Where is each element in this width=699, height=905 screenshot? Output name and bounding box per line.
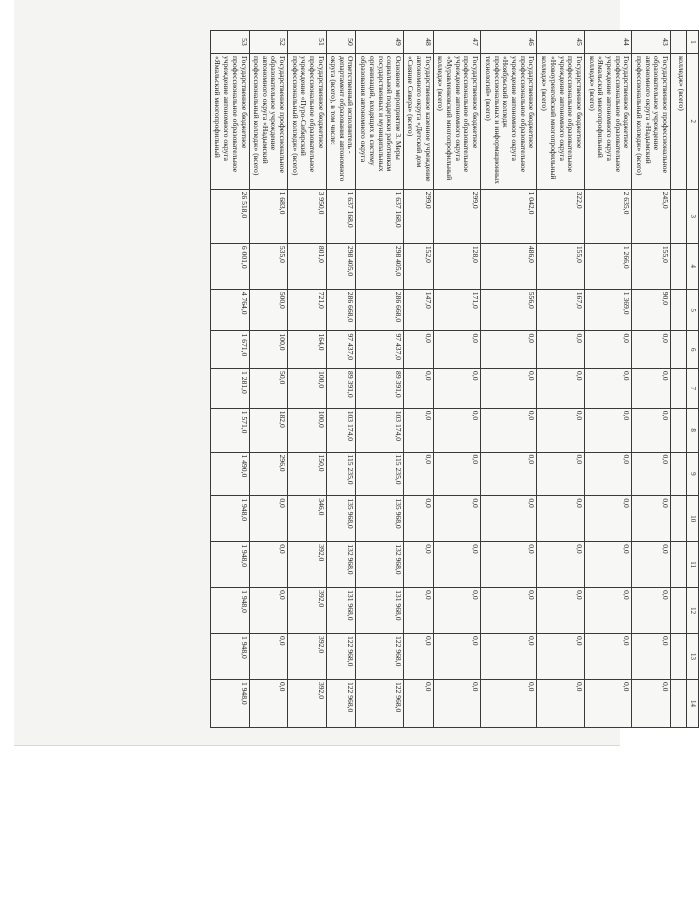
value-cell: 6 001,0 [211,243,250,289]
table-row [632,31,671,728]
value-cell: 150,0 [288,452,327,496]
value-cell: 0,0 [433,634,480,680]
rotated-table-wrapper [210,30,699,728]
value-cell: 0,0 [249,542,288,588]
value-cell: 298 405,0 [356,243,403,289]
value-cell: 0,0 [403,408,433,452]
value-cell: 0,0 [403,634,433,680]
value-cell: 132 968,0 [356,542,403,588]
value-cell: 392,0 [288,588,327,634]
value-cell: 128,0 [433,243,480,289]
value-cell: 167,0 [537,289,584,331]
row-name: Государственное бюджетное профессиональное образовательное учреждение автономного округа «Муравленковский многопрофильный колледж» (всего) [433,53,480,189]
value-cell: 0,0 [433,679,480,727]
header-row [687,31,699,728]
value-cell: 122 968,0 [326,634,356,680]
value-cell: 90,0 [632,289,671,331]
value-cell: 0,0 [481,679,537,727]
empty-cell [671,542,687,588]
value-cell: 0,0 [481,452,537,496]
column-header: 1 [687,31,699,54]
value-cell: 0,0 [632,588,671,634]
value-cell: 1 042,0 [481,189,537,243]
table-row [403,31,433,728]
value-cell: 147,0 [403,289,433,331]
column-header: 11 [687,542,699,588]
row-index: 49 [356,31,403,54]
value-cell: 0,0 [403,369,433,409]
value-cell: 346,0 [288,496,327,542]
row-name: Государственное бюджетное профессиональное образовательное учреждение автономного округа «Ямальский многопрофильный колледж» (всего) [584,53,631,189]
value-cell: 0,0 [433,496,480,542]
value-cell: 122 968,0 [356,634,403,680]
empty-cell [671,452,687,496]
value-cell: 122 968,0 [326,679,356,727]
row-name: Государственное бюджетное профессиональное образовательное учреждение автономного округа «Ямальский многопрофильный [211,53,250,189]
value-cell: 245,0 [632,189,671,243]
row-index [671,31,687,54]
value-cell: 164,0 [288,331,327,369]
row-index: 51 [288,31,327,54]
value-cell: 322,0 [537,189,584,243]
value-cell: 1 266,0 [584,243,631,289]
value-cell: 0,0 [403,542,433,588]
table-row [249,31,288,728]
value-cell: 0,0 [433,331,480,369]
row-name: Основное мероприятие 3. Меры социальной поддержки работникам государственных и муниципальных организаций, входящих в систему образования автономного округа [356,53,403,189]
column-header: 4 [687,243,699,289]
value-cell: 1 637 168,0 [326,189,356,243]
value-cell: 0,0 [481,542,537,588]
value-cell: 0,0 [584,331,631,369]
value-cell: 4 764,0 [211,289,250,331]
value-cell: 0,0 [433,542,480,588]
column-header: 13 [687,634,699,680]
value-cell: 299,0 [403,189,433,243]
row-name: Государственное казенное учреждение автономного округа «Детский дом «Сияние Севера» (всего) [403,53,433,189]
value-cell: 0,0 [537,588,584,634]
table-row [356,31,403,728]
empty-cell [671,289,687,331]
row-name: Государственное бюджетное профессиональное образовательное учреждение автономного округа «Ноябрьский колледж профессиональных и информационных технологий» (всего) [481,53,537,189]
value-cell: 0,0 [433,452,480,496]
value-cell: 0,0 [584,369,631,409]
budget-table [210,30,699,728]
value-cell: 100,0 [249,331,288,369]
value-cell: 0,0 [632,542,671,588]
value-cell: 0,0 [584,634,631,680]
row-index: 48 [403,31,433,54]
value-cell: 535,0 [249,243,288,289]
value-cell: 135 968,0 [356,496,403,542]
value-cell: 0,0 [481,496,537,542]
value-cell: 299,0 [433,189,480,243]
value-cell: 0,0 [537,634,584,680]
value-cell: 131 968,0 [356,588,403,634]
table-row [584,31,631,728]
table-row [433,31,480,728]
value-cell: 0,0 [537,369,584,409]
table-row [288,31,327,728]
value-cell: 500,0 [249,289,288,331]
value-cell: 97 437,0 [326,331,356,369]
value-cell: 152,0 [403,243,433,289]
value-cell: 392,0 [288,542,327,588]
empty-cell [671,588,687,634]
value-cell: 0,0 [481,634,537,680]
column-header: 2 [687,53,699,189]
value-cell: 0,0 [481,588,537,634]
row-index: 47 [433,31,480,54]
value-cell: 115 235,0 [326,452,356,496]
value-cell: 286 668,0 [326,289,356,331]
value-cell: 103 174,0 [356,408,403,452]
value-cell: 0,0 [632,496,671,542]
row-index: 45 [537,31,584,54]
value-cell: 0,0 [584,588,631,634]
row-index: 46 [481,31,537,54]
value-cell: 0,0 [433,588,480,634]
value-cell: 50,0 [249,369,288,409]
row-index: 44 [584,31,631,54]
value-cell: 392,0 [288,679,327,727]
empty-cell [671,243,687,289]
value-cell: 0,0 [403,496,433,542]
value-cell: 1 637 168,0 [356,189,403,243]
row-name: Государственное профессиональное образовательное учреждение автономного округа «Надымский профессиональный колледж» (всего) [632,53,671,189]
value-cell: 1 948,0 [211,542,250,588]
value-cell: 1 683,0 [249,189,288,243]
value-cell: 0,0 [433,408,480,452]
value-cell: 182,0 [249,408,288,452]
value-cell: 801,0 [288,243,327,289]
column-header: 6 [687,331,699,369]
value-cell: 3 950,0 [288,189,327,243]
column-header: 3 [687,189,699,243]
row-name: Государственное профессиональное образовательное учреждение автономного округа «Надымский профессиональный колледж» (всего) [249,53,288,189]
table-row [326,31,356,728]
row-name: Государственное бюджетное профессиональное образовательное учреждение автономного округа «Новоуренгойский многопрофильный колледж» (всего) [537,53,584,189]
value-cell: 721,0 [288,289,327,331]
value-cell: 0,0 [537,331,584,369]
value-cell: 1 490,0 [211,452,250,496]
empty-cell [671,634,687,680]
value-cell: 0,0 [632,408,671,452]
row-index: 50 [326,31,356,54]
value-cell: 0,0 [537,408,584,452]
value-cell: 298 405,0 [326,243,356,289]
value-cell: 0,0 [632,331,671,369]
value-cell: 486,0 [481,243,537,289]
value-cell: 171,0 [433,289,480,331]
continued-row [671,31,687,728]
value-cell: 100,0 [288,369,327,409]
value-cell: 26 518,0 [211,189,250,243]
empty-cell [671,331,687,369]
value-cell: 0,0 [249,496,288,542]
empty-cell [671,189,687,243]
value-cell: 0,0 [632,634,671,680]
value-cell: 286 668,0 [356,289,403,331]
value-cell: 0,0 [433,369,480,409]
value-cell: 115 235,0 [356,452,403,496]
value-cell: 0,0 [584,408,631,452]
value-cell: 89 391,0 [356,369,403,409]
value-cell: 2 635,0 [584,189,631,243]
row-index: 52 [249,31,288,54]
value-cell: 0,0 [481,369,537,409]
value-cell: 132 968,0 [326,542,356,588]
row-index: 53 [211,31,250,54]
value-cell: 0,0 [632,452,671,496]
value-cell: 97 437,0 [356,331,403,369]
value-cell: 296,0 [249,452,288,496]
table-row [537,31,584,728]
value-cell: 0,0 [249,588,288,634]
column-header: 9 [687,452,699,496]
value-cell: 556,0 [481,289,537,331]
value-cell: 100,0 [288,408,327,452]
row-index: 43 [632,31,671,54]
value-cell: 0,0 [481,408,537,452]
value-cell: 1 948,0 [211,634,250,680]
value-cell: 0,0 [403,331,433,369]
value-cell: 0,0 [403,588,433,634]
value-cell: 131 968,0 [326,588,356,634]
table-row [481,31,537,728]
value-cell: 1 671,0 [211,331,250,369]
value-cell: 103 174,0 [326,408,356,452]
value-cell: 1 369,0 [584,289,631,331]
value-cell: 89 391,0 [326,369,356,409]
empty-cell [671,496,687,542]
empty-cell [671,369,687,409]
column-header: 8 [687,408,699,452]
value-cell: 1 571,0 [211,408,250,452]
value-cell: 0,0 [537,496,584,542]
value-cell: 0,0 [584,496,631,542]
column-header: 7 [687,369,699,409]
row-name: Государственное бюджетное профессиональное образовательное учреждение «Пуро-Сибирский профессиональный колледж» (всего) [288,53,327,189]
column-header: 14 [687,679,699,727]
value-cell: 0,0 [537,679,584,727]
value-cell: 0,0 [537,452,584,496]
value-cell: 135 968,0 [326,496,356,542]
value-cell: 155,0 [632,243,671,289]
value-cell: 0,0 [403,452,433,496]
table-row [211,31,250,728]
value-cell: 0,0 [249,634,288,680]
value-cell: 122 968,0 [356,679,403,727]
row-name: Ответственный исполнитель - департамент образования автономного округа (всего), в том числе: [326,53,356,189]
document-page [14,0,697,746]
column-header: 5 [687,289,699,331]
value-cell: 1 948,0 [211,679,250,727]
value-cell: 0,0 [481,331,537,369]
value-cell: 0,0 [584,452,631,496]
row-name: колледж» (всего) [671,53,687,189]
value-cell: 0,0 [249,679,288,727]
value-cell: 0,0 [403,679,433,727]
value-cell: 392,0 [288,634,327,680]
empty-cell [671,408,687,452]
column-header: 12 [687,588,699,634]
value-cell: 155,0 [537,243,584,289]
value-cell: 1 948,0 [211,588,250,634]
empty-cell [671,679,687,727]
value-cell: 0,0 [584,542,631,588]
value-cell: 0,0 [632,369,671,409]
value-cell: 1 948,0 [211,496,250,542]
value-cell: 0,0 [537,542,584,588]
column-header: 10 [687,496,699,542]
value-cell: 0,0 [632,679,671,727]
value-cell: 0,0 [584,679,631,727]
value-cell: 1 281,0 [211,369,250,409]
